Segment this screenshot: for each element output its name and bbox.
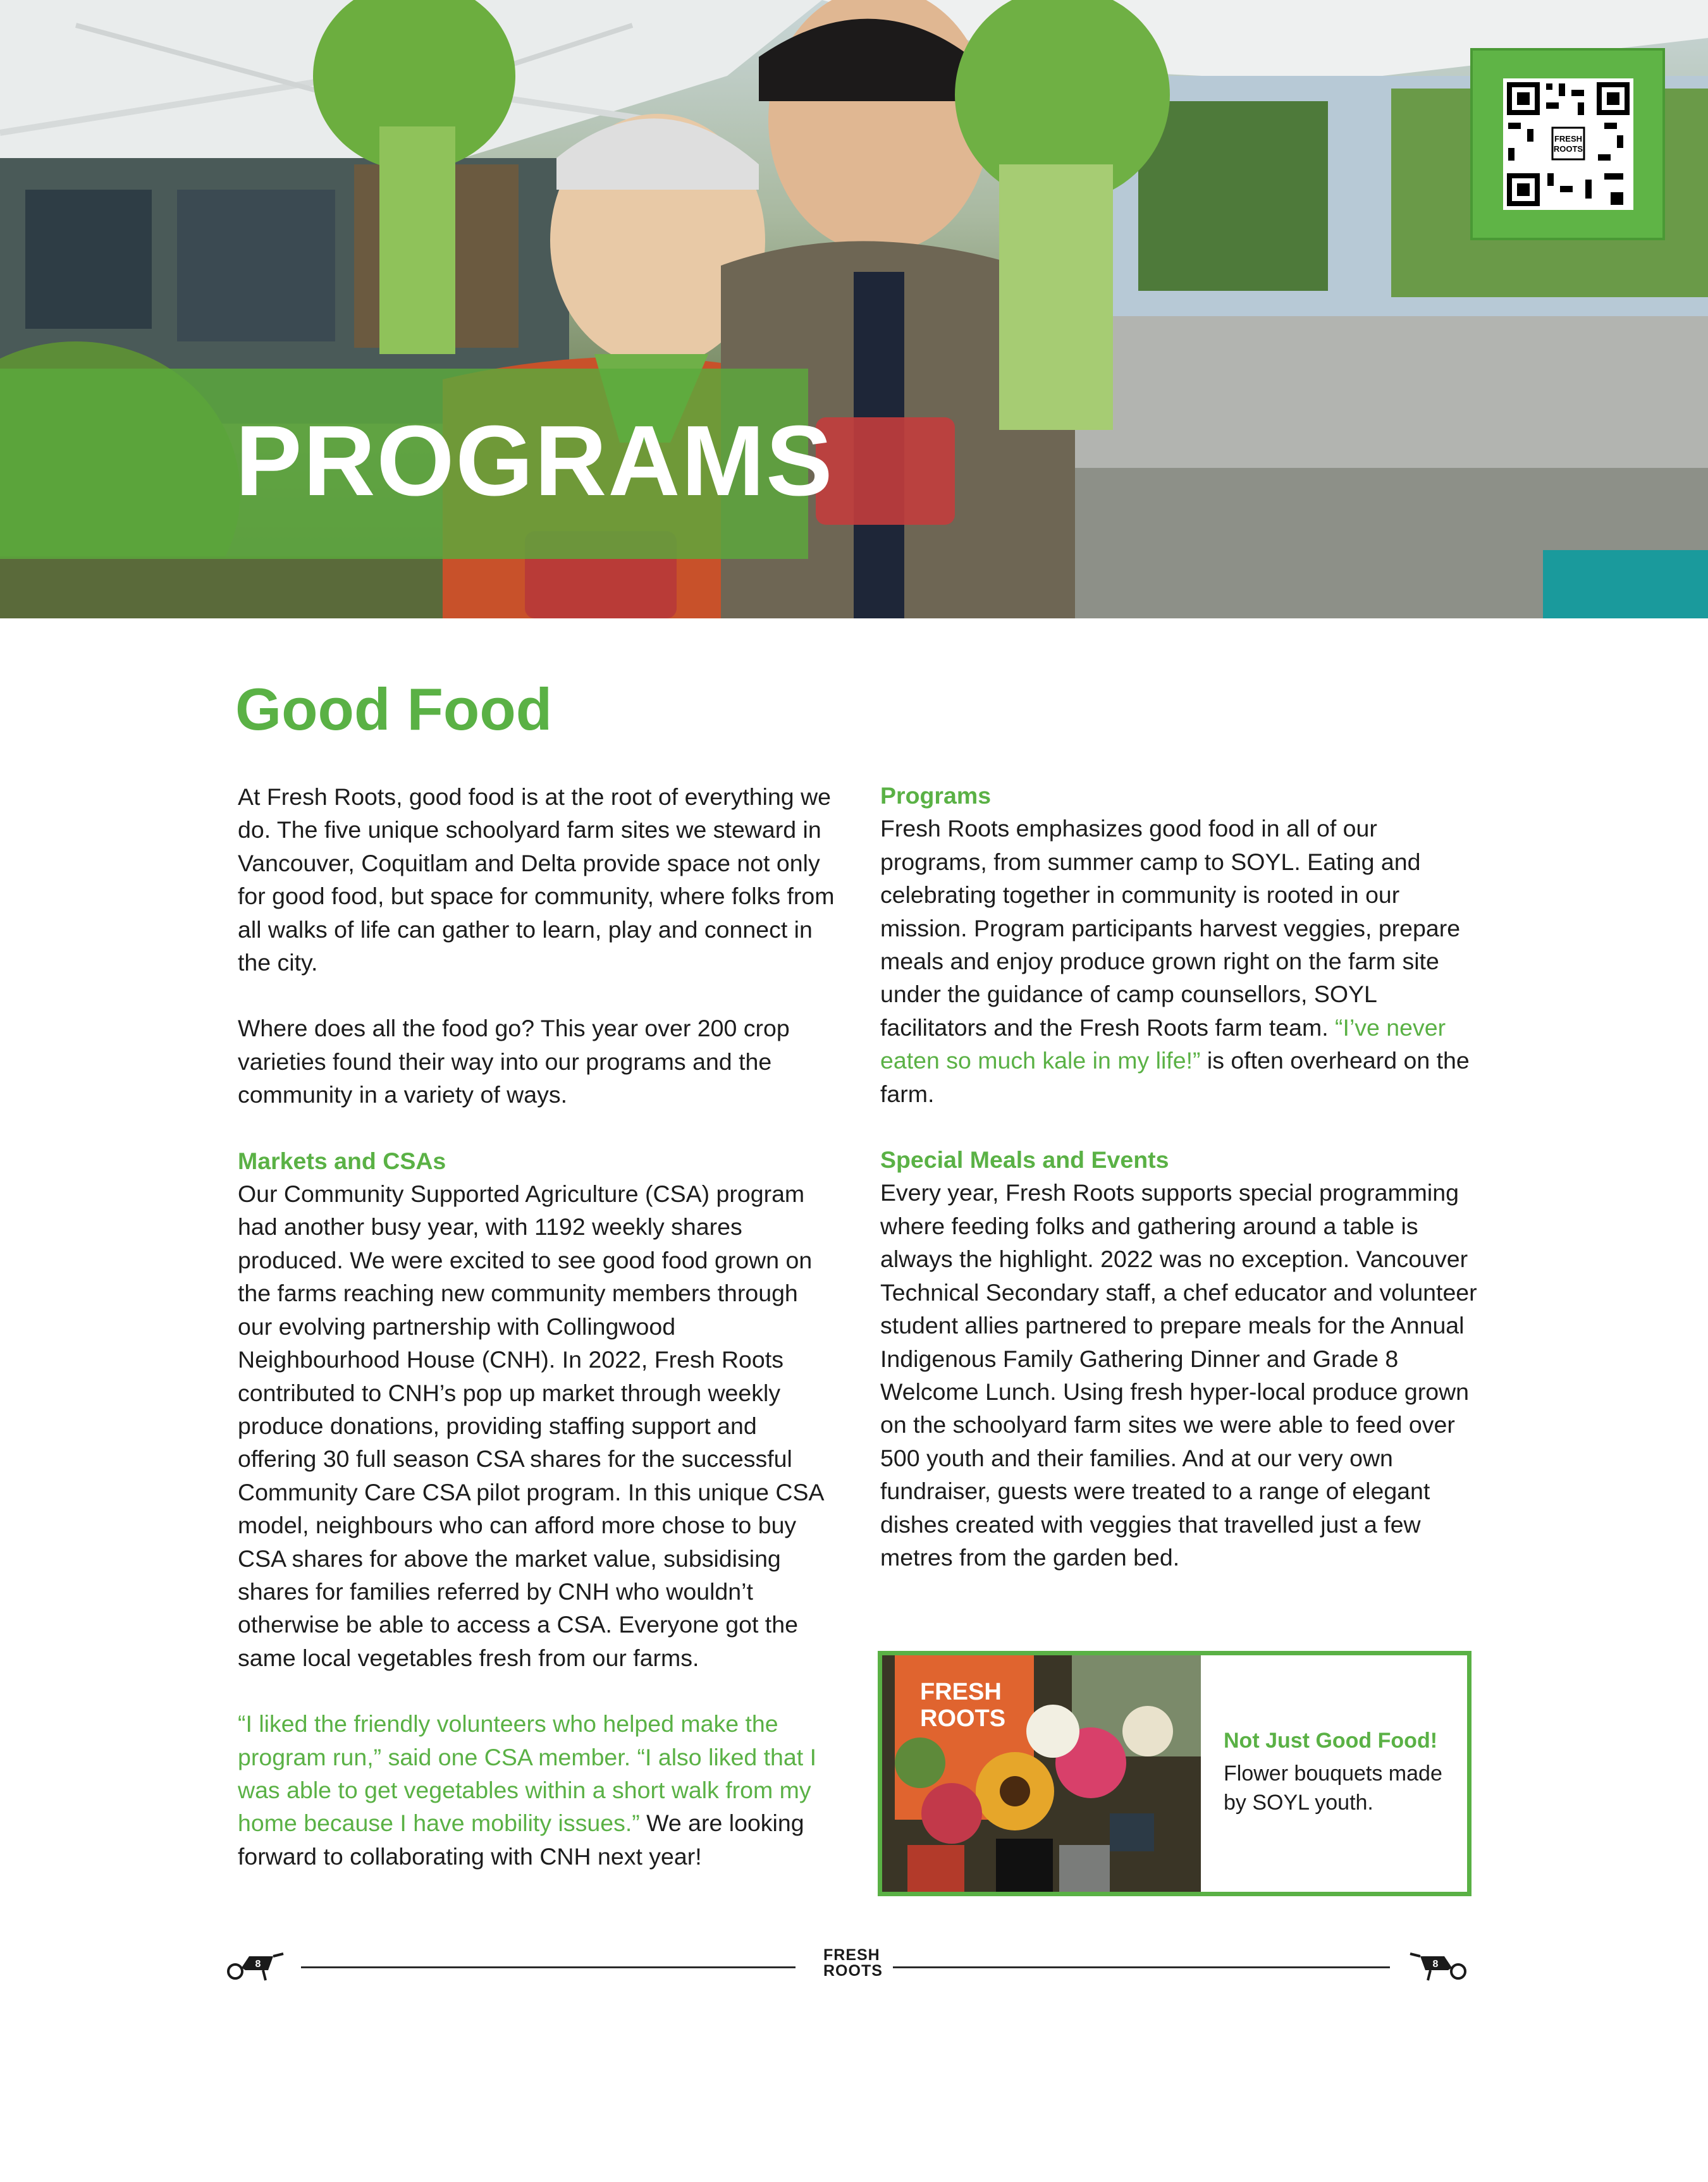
programs-heading: Programs: [880, 782, 992, 809]
kale-quote: “I’ve never eaten so much kale in my life!”: [880, 1014, 1446, 1074]
programs-tail: is often overheard on the farm.: [880, 1047, 1470, 1107]
section-heading: Good Food: [235, 676, 553, 742]
intro-paragraph: At Fresh Roots, good food is at the root of everything we do. The five unique schoolyard farm sites we steward in Vancouver, Coquitlam and Delta provide space not only for good food, but space for community, where folks from all walks of life can gather to learn, play and connect in the city.: [238, 783, 835, 976]
callout-photo: [882, 1655, 1201, 1892]
callout-box: [878, 1651, 1471, 1896]
logo-line-1: FRESH: [823, 1946, 880, 1964]
markets-heading: Markets and CSAs: [238, 1147, 446, 1174]
page-number-left: 8: [255, 1959, 261, 1970]
page-title: PROGRAMS: [235, 405, 834, 517]
member-quote: “I liked the friendly volunteers who helped make the program run,” said one CSA member. “I also liked that I was able to get vegetables within a short walk from my home because I have mobility issues.”: [238, 1710, 816, 1837]
member-quote-tail: We are looking forward to collaborating with CNH next year!: [238, 1810, 804, 1870]
flower-bouquets-image: [882, 1655, 1201, 1892]
left-column: [238, 780, 839, 1873]
photo-sign-text: FRESH: [920, 1679, 1002, 1705]
callout-title: Not Just Good Food!: [1224, 1729, 1438, 1753]
footer-rule-left: [301, 1966, 796, 1968]
markets-paragraph: Our Community Supported Agriculture (CSA) program had another busy year, with 1192 weekly shares produced. We were excited to see good food grown on the farms reaching new community members through our evolving partnership with Collingwood Neighbourhood House (CNH). In 2022, Fresh Roots contributed to CNH’s pop up market through weekly produce donations, providing staffing support and offering 30 full season CSA shares for the successful Community Care CSA pilot program. In this unique CSA model, neighbours who can afford more chose to buy CSA shares for above the market value, subsidising shares for families referred by CNH who wouldn’t otherwise be able to access a CSA. Everyone got the same local vegetables fresh from our farms.: [238, 1180, 823, 1671]
fresh-roots-logo: [823, 1946, 883, 1980]
events-heading: Special Meals and Events: [880, 1146, 1169, 1174]
svg-text:ROOTS: ROOTS: [920, 1705, 1006, 1732]
programs-text: Fresh Roots emphasizes good food in all of our programs, from summer camp to SOYL. Eating and celebrating together in community is rooted in our mission. Program participants harvest veggies, prepare meals and enjoy produce grown right on the farm site under the guidance of camp counsellors, SOYL facilitators and the Fresh Roots farm team.: [880, 815, 1461, 1041]
qr-code-image: [1503, 78, 1633, 210]
programs-paragraph: [880, 812, 1487, 1110]
qr-logo-text: FRESH: [1554, 134, 1583, 144]
where-paragraph: Where does all the food go? This year over 200 crop varieties found their way into our programs and the community in a variety of ways.: [238, 1015, 790, 1108]
qr-code[interactable]: [1470, 48, 1665, 240]
page-number-right: 8: [1432, 1959, 1439, 1970]
wheelbarrow-right-icon: [1409, 1949, 1467, 1984]
footer-rule-right: [893, 1966, 1390, 1968]
events-paragraph: Every year, Fresh Roots supports special programming where feeding folks and gathering around a table is always the highlight. 2022 was no exception. Vancouver Technical Secondary staff, a chef educator and volunteer student allies partnered to prepare meals for the Annual Indigenous Family Gathering Dinner and Grade 8 Welcome Lunch. Using fresh hyper-local produce grown on the schoolyard farm sites we were able to feed over 500 youth and their families. And at our very own fundraiser, guests were treated to a range of elegant dishes created with veggies that travelled just a few metres from the garden bed.: [880, 1179, 1477, 1571]
svg-text:ROOTS: ROOTS: [1553, 144, 1583, 154]
member-quote-paragraph: [238, 1707, 839, 1873]
qr-pattern: [1503, 78, 1633, 210]
hero-photo: [0, 0, 1708, 618]
logo-line-2: ROOTS: [823, 1962, 883, 1980]
wheelbarrow-left-icon: [226, 1949, 285, 1984]
right-column: [880, 779, 1487, 1574]
callout-caption: Flower bouquets made by SOYL youth.: [1224, 1762, 1442, 1815]
